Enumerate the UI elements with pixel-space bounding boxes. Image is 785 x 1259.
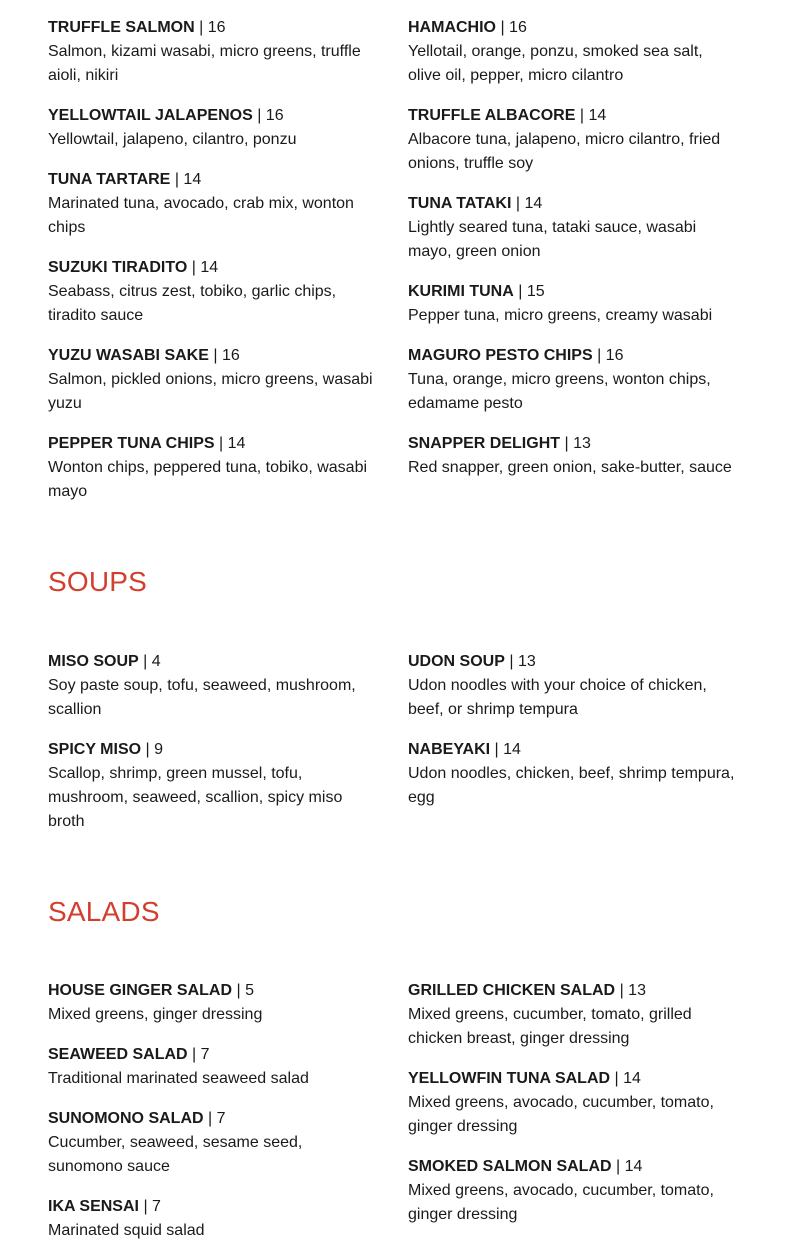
item-price: | 16: [213, 347, 240, 364]
item-name: MAGURO PESTO CHIPS: [408, 347, 593, 364]
menu-item: [408, 192, 738, 264]
item-name: SMOKED SALMON SALAD: [408, 1158, 612, 1175]
item-name: YUZU WASABI SAKE: [48, 347, 209, 364]
item-price: | 9: [145, 741, 164, 758]
item-price: | 16: [597, 347, 624, 364]
item-description: Marinated tuna, avocado, crab mix, wonton chips: [48, 195, 354, 236]
item-price: | 5: [236, 982, 254, 999]
salads-right-column: [408, 979, 738, 1243]
item-price: | 15: [518, 283, 545, 300]
item-price: | 14: [494, 741, 521, 758]
top-right-column: [408, 16, 738, 496]
item-description: Red snapper, green onion, sake-butter, sauce: [408, 459, 732, 476]
item-price: | 14: [616, 1158, 643, 1175]
item-name: PEPPER TUNA CHIPS: [48, 435, 215, 452]
menu-item: [48, 1107, 378, 1179]
menu-item: [408, 280, 738, 328]
item-description: Pepper tuna, micro greens, creamy wasabi: [408, 307, 713, 324]
item-description: Soy paste soup, tofu, seaweed, mushroom, scallion: [48, 677, 356, 718]
item-name: YELLOWTAIL JALAPENOS: [48, 107, 253, 124]
item-description: Mixed greens, cucumber, tomato, grilled chicken breast, ginger dressing: [408, 1006, 692, 1047]
salads-left-column: [48, 979, 378, 1259]
item-description: Traditional marinated seaweed salad: [48, 1070, 309, 1087]
item-name: SEAWEED SALAD: [48, 1046, 188, 1063]
menu-item: [408, 738, 738, 810]
section-title-soups: SOUPS: [48, 566, 148, 597]
item-description: Salmon, pickled onions, micro greens, wasabi yuzu: [48, 371, 373, 412]
menu-item: [48, 1043, 378, 1091]
item-name: SUNOMONO SALAD: [48, 1110, 204, 1127]
item-name: MISO SOUP: [48, 653, 139, 670]
item-name: KURIMI TUNA: [408, 283, 514, 300]
section-title-salads: SALADS: [48, 896, 160, 927]
menu-item: [408, 16, 738, 88]
item-price: | 7: [143, 1198, 161, 1215]
menu-item: [48, 979, 378, 1027]
menu-item: [408, 650, 738, 722]
menu-item: [48, 104, 378, 152]
item-price: | 14: [579, 107, 607, 124]
menu-item: [408, 979, 738, 1051]
item-name: TUNA TARTARE: [48, 171, 171, 188]
menu-item: [48, 16, 378, 88]
item-price: | 14: [614, 1070, 641, 1087]
item-name: SUZUKI TIRADITO: [48, 259, 188, 276]
item-name: GRILLED CHICKEN SALAD: [408, 982, 616, 999]
menu-item: [48, 1195, 378, 1243]
item-description: Lightly seared tuna, tataki sauce, wasabi mayo, green onion: [408, 219, 697, 260]
item-name: HAMACHIO: [408, 19, 496, 36]
item-name: HOUSE GINGER SALAD: [48, 982, 233, 999]
soups-right-column: [408, 650, 738, 826]
item-price: | 14: [191, 259, 219, 276]
item-price: | 7: [208, 1110, 226, 1127]
menu-item: [408, 1067, 738, 1139]
item-description: Wonton chips, peppered tuna, tobiko, wasabi mayo: [48, 459, 368, 500]
menu-item: [408, 344, 738, 416]
item-name: TRUFFLE SALMON: [48, 19, 195, 36]
item-price: | 16: [500, 19, 527, 36]
item-description: Yellotail, orange, ponzu, smoked sea salt, olive oil, pepper, micro cilantro: [408, 43, 703, 84]
item-description: Tuna, orange, micro greens, wonton chips, edamame pesto: [408, 371, 711, 412]
menu-item: [48, 738, 378, 834]
item-description: Marinated squid salad: [48, 1222, 205, 1239]
menu-item: [408, 104, 738, 176]
item-name: TUNA TATAKI: [408, 195, 512, 212]
item-name: UDON SOUP: [408, 653, 505, 670]
menu-item: [48, 650, 378, 722]
item-price: | 16: [257, 107, 284, 124]
item-price: | 13: [564, 435, 591, 452]
menu-item: [408, 1155, 738, 1227]
menu-item: [48, 256, 378, 328]
item-description: Udon noodles with your choice of chicken, beef, or shrimp tempura: [408, 677, 707, 718]
item-description: Salmon, kizami wasabi, micro greens, truffle aioli, nikiri: [48, 43, 361, 84]
menu-item: [48, 432, 378, 504]
item-name: YELLOWFIN TUNA SALAD: [408, 1070, 611, 1087]
menu-item: [408, 432, 738, 480]
item-name: IKA SENSAI: [48, 1198, 139, 1215]
item-description: Seabass, citrus zest, tobiko, garlic chips, tiradito sauce: [48, 283, 337, 324]
item-description: Yellowtail, jalapeno, cilantro, ponzu: [48, 131, 297, 148]
item-price: | 7: [192, 1046, 210, 1063]
item-description: Mixed greens, avocado, cucumber, tomato, ginger dressing: [408, 1182, 714, 1223]
menu-item: [48, 344, 378, 416]
item-price: | 14: [174, 171, 202, 188]
item-description: Scallop, shrimp, green mussel, tofu, mushroom, seaweed, scallion, spicy miso broth: [48, 765, 343, 830]
item-description: Cucumber, seaweed, sesame seed, sunomono sauce: [48, 1134, 303, 1175]
item-price: | 13: [509, 653, 536, 670]
item-name: SNAPPER DELIGHT: [408, 435, 561, 452]
item-price: | 13: [619, 982, 646, 999]
item-description: Udon noodles, chicken, beef, shrimp tempura, egg: [408, 765, 735, 806]
menu-item: [48, 168, 378, 240]
item-price: | 14: [515, 195, 543, 212]
item-name: SPICY MISO: [48, 741, 142, 758]
item-description: Albacore tuna, jalapeno, micro cilantro, fried onions, truffle soy: [408, 131, 721, 172]
item-price: | 14: [219, 435, 246, 452]
item-price: | 16: [199, 19, 226, 36]
soups-left-column: [48, 650, 378, 850]
item-name: TRUFFLE ALBACORE: [408, 107, 576, 124]
item-description: Mixed greens, avocado, cucumber, tomato, ginger dressing: [408, 1094, 714, 1135]
item-name: NABEYAKI: [408, 741, 491, 758]
item-description: Mixed greens, ginger dressing: [48, 1006, 263, 1023]
top-left-column: [48, 16, 378, 520]
item-price: | 4: [143, 653, 161, 670]
